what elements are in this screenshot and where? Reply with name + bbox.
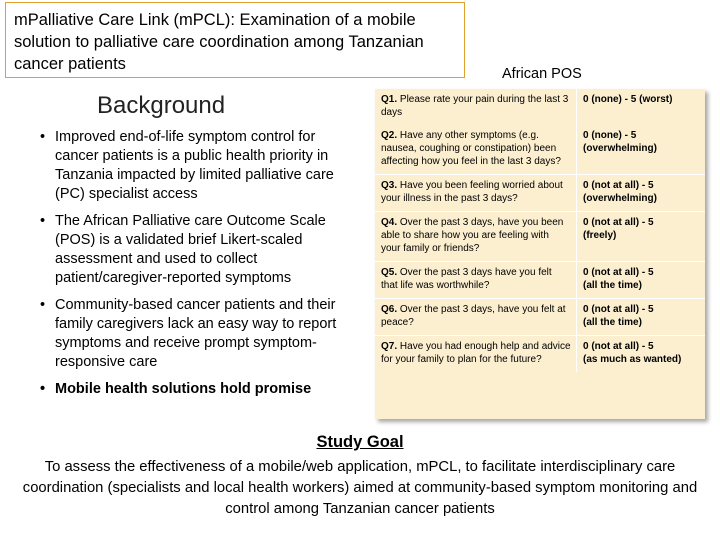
question-cell: [375, 299, 577, 336]
question-number: Q6.: [381, 304, 398, 315]
bullet-dot: •: [40, 213, 46, 229]
question-text: Over the past 3 days, have you been able to share how you are feeling with your family or friends?: [381, 217, 564, 254]
slide-title: mPalliative Care Link (mPCL): Examination of a mobile solution to palliative care coordination among Tanzanian cancer patients: [14, 11, 424, 73]
question-cell: [375, 89, 577, 125]
answer-cell: [577, 175, 706, 212]
table-row: [375, 212, 705, 262]
answer-anchor: (all the time): [583, 280, 642, 291]
answer-scale: 0 (not at all) - 5: [583, 217, 654, 228]
question-text: Over the past 3 days have you felt that life was worthwhile?: [381, 267, 552, 291]
answer-anchor: (overwhelming): [583, 143, 657, 154]
bullet-text: Mobile health solutions hold promise: [55, 381, 312, 397]
bullet-item: [40, 212, 352, 288]
table-row: [375, 125, 705, 175]
background-bullets: [40, 128, 352, 407]
bullet-item: [40, 296, 352, 372]
question-cell: [375, 175, 577, 212]
question-number: Q3.: [381, 180, 398, 191]
bullet-dot: •: [40, 129, 46, 145]
answer-cell: [577, 89, 706, 125]
answer-cell: [577, 299, 706, 336]
answer-cell: [577, 336, 706, 373]
table-row: [375, 262, 705, 299]
question-cell: [375, 336, 577, 373]
bullet-item: [40, 128, 352, 204]
answer-anchor: (all the time): [583, 317, 642, 328]
bullet-text: Community-based cancer patients and their family caregivers lack an easy way to report symptoms and receive prompt symptom-responsive care: [55, 297, 337, 370]
answer-cell: [577, 125, 706, 175]
question-cell: [375, 212, 577, 262]
answer-cell: [577, 262, 706, 299]
question-number: Q7.: [381, 341, 398, 352]
bullet-dot: •: [40, 297, 46, 313]
question-number: Q1.: [381, 94, 398, 105]
pos-label: African POS: [502, 66, 582, 82]
bullet-item: [40, 380, 352, 399]
question-text: Over the past 3 days, have you felt at peace?: [381, 304, 566, 328]
question-text: Please rate your pain during the last 3 days: [381, 94, 569, 118]
answer-scale: 0 (not at all) - 5: [583, 180, 654, 191]
question-text: Have you been feeling worried about your illness in the past 3 days?: [381, 180, 563, 204]
answer-scale: 0 (none) - 5: [583, 130, 637, 141]
table-row: [375, 336, 705, 373]
question-number: Q5.: [381, 267, 398, 278]
pos-table: [375, 89, 705, 372]
background-heading: Background: [97, 92, 226, 119]
bullet-text: The African Palliative care Outcome Scale (POS) is a validated brief Likert-scaled assessment and used to collect patient/caregiver-reported symptoms: [55, 213, 326, 286]
table-row: [375, 175, 705, 212]
pos-table-panel: [375, 89, 705, 419]
question-text: Have any other symptoms (e.g. nausea, coughing or constipation) been affecting how you feel in the last 3 days?: [381, 130, 561, 167]
title-box: [5, 2, 465, 78]
table-row: [375, 89, 705, 125]
answer-anchor: (overwhelming): [583, 193, 657, 204]
bullet-text: Improved end-of-life symptom control for cancer patients is a public health priority in Tanzania impacted by limited palliative care (PC) specialist access: [55, 129, 334, 202]
study-goal-heading: Study Goal: [316, 433, 404, 451]
answer-anchor: (freely): [583, 230, 617, 241]
study-goal-text: To assess the effectiveness of a mobile/web application, mPCL, to facilitate interdisciplinary care coordination (specialists and local health workers) aimed at community-based symptom monitoring and control among Tanzanian cancer patients: [22, 459, 698, 517]
answer-anchor: (as much as wanted): [583, 354, 682, 365]
question-cell: [375, 125, 577, 175]
bullet-dot: •: [40, 381, 46, 397]
question-text: Have you had enough help and advice for your family to plan for the future?: [381, 341, 571, 365]
question-number: Q2.: [381, 130, 398, 141]
answer-cell: [577, 212, 706, 262]
answer-scale: 0 (not at all) - 5: [583, 341, 654, 352]
answer-scale: 0 (not at all) - 5: [583, 267, 654, 278]
table-row: [375, 299, 705, 336]
question-number: Q4.: [381, 217, 398, 228]
question-cell: [375, 262, 577, 299]
answer-scale: 0 (not at all) - 5: [583, 304, 654, 315]
answer-scale: 0 (none) - 5 (worst): [583, 94, 673, 105]
